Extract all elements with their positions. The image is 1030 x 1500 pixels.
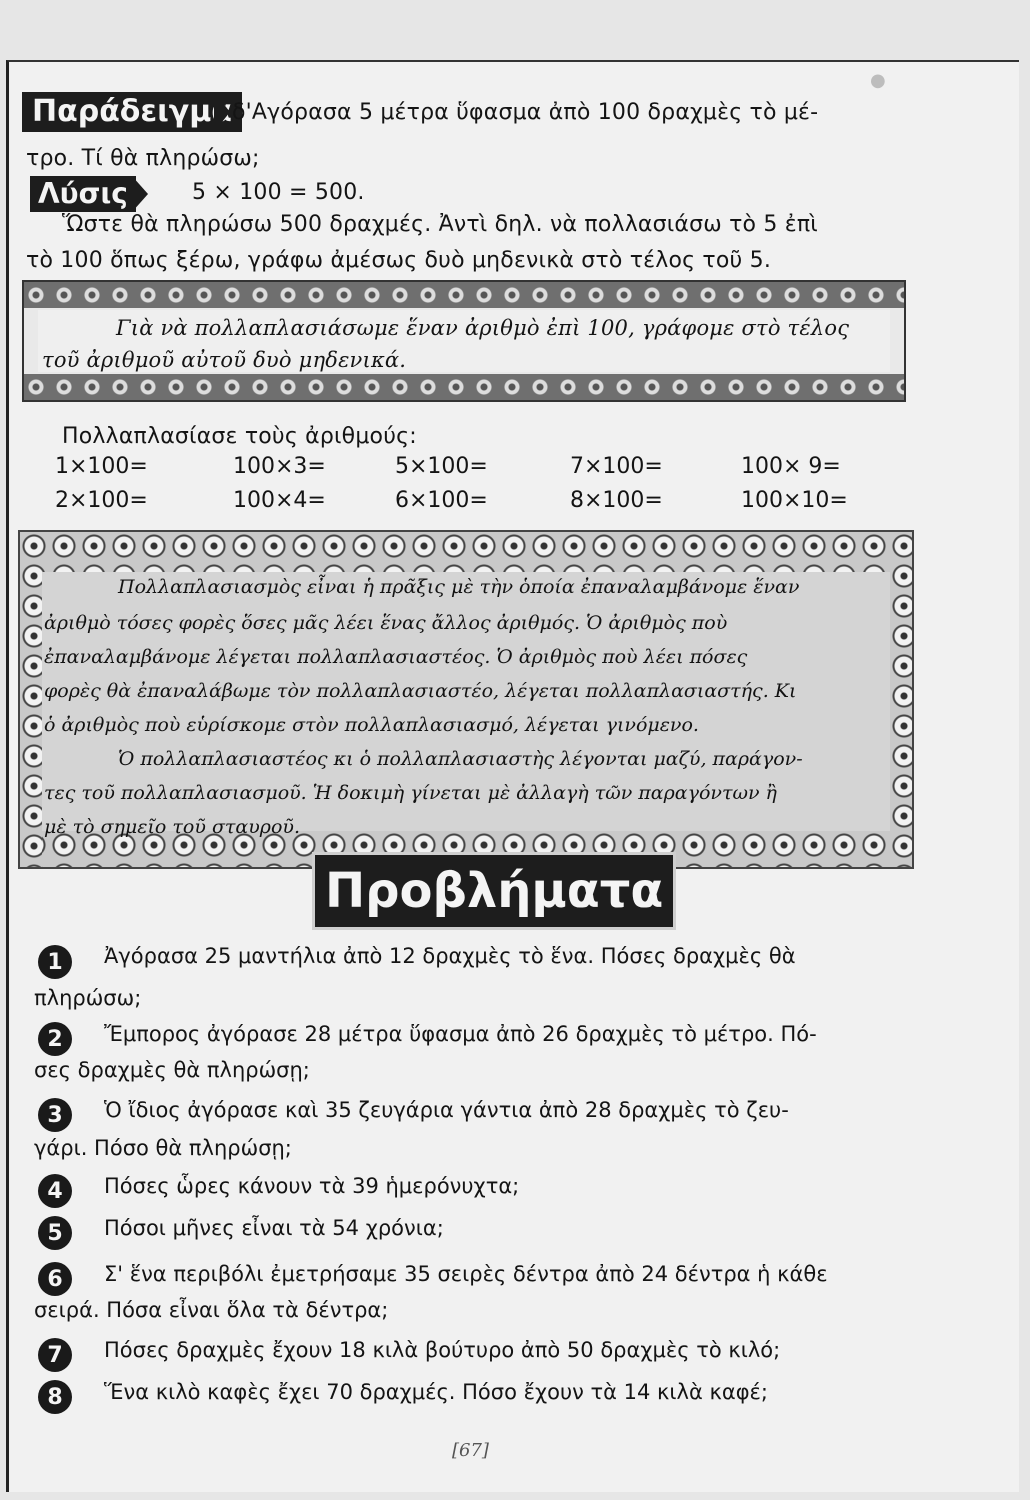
definition-line: ὁ ἀριθμὸς ποὺ εὑρίσκομε στὸν πολλαπλασιασμό, λέγεται γινόμενο.	[44, 714, 699, 736]
example-tag: Παράδειγμα	[22, 92, 242, 132]
exercise-cell: 100×3=	[233, 454, 326, 479]
definition-line: φορὲς θὰ ἐπαναλάβωμε τὸν πολλαπλασιαστέο, λέγεται πολλαπλασιαστής. Κι	[44, 680, 797, 702]
exercise-grid	[55, 454, 875, 516]
problem-text: Ὁ ἴδιος ἀγόρασε καὶ 35 ζευγάρια γάντια ἀπὸ 28 δραχμὲς τὸ ζευ-	[104, 1098, 789, 1122]
definition-line: μὲ τὸ σημεῖο τοῦ σταυροῦ.	[44, 816, 300, 838]
solution-calculation: 5 × 100 = 500.	[192, 180, 365, 205]
solution-tag: Λύσις	[30, 176, 136, 212]
exercise-cell: 1×100=	[55, 454, 148, 479]
problem-text: Πόσες δραχμὲς ἔχουν 18 κιλὰ βούτυρο ἀπὸ 50 δραχμὲς τὸ κιλό;	[104, 1338, 781, 1362]
definition-line: Πολλαπλασιασμὸς εἶναι ἡ πρᾶξις μὲ τὴν ὁποία ἐπαναλαμβάνομε ἕναν	[118, 576, 800, 598]
rule-line-2: τοῦ ἀριθμοῦ αὐτοῦ δυὸ μηδενικά.	[42, 348, 407, 372]
problem-number-badge: 2	[38, 1022, 72, 1056]
exercise-cell: 6×100=	[395, 488, 488, 513]
floral-border-right	[890, 532, 912, 867]
floral-border-bottom	[24, 374, 904, 400]
example-line-2: τρο. Τί θὰ πληρώσω;	[26, 146, 260, 171]
definition-line: ἐπαναλαμβάνομε λέγεται πολλαπλασιαστέος. Ὁ ἀριθμὸς ποὺ λέει πόσες	[44, 646, 748, 668]
problem-number-badge: 4	[38, 1174, 72, 1208]
exercise-cell: 100×10=	[741, 488, 848, 513]
floral-border-left	[20, 532, 42, 867]
problem-text: γάρι. Πόσο θὰ πληρώσῃ;	[34, 1136, 292, 1160]
problem-text: Πόσοι μῆνες εἶναι τὰ 54 χρόνια;	[104, 1216, 444, 1240]
problem-number-badge: 1	[38, 945, 72, 979]
page-number: [67]	[452, 1440, 489, 1461]
problem-text: Σ' ἕνα περιβόλι ἐμετρήσαμε 35 σειρὲς δέντρα ἀπὸ 24 δέντρα ἡ κάθε	[104, 1262, 828, 1286]
problem-number-badge: 6	[38, 1262, 72, 1296]
exercise-cell: 100×4=	[233, 488, 326, 513]
problem-number-badge: 7	[38, 1338, 72, 1372]
solution-line-1: Ὥστε θὰ πληρώσω 500 δραχμές. Ἀντὶ δηλ. νὰ πολλασιάσω τὸ 5 ἐπὶ	[62, 212, 818, 237]
exercise-cell: 100× 9=	[741, 454, 841, 479]
problem-number-badge: 8	[38, 1380, 72, 1414]
exercise-cell: 2×100=	[55, 488, 148, 513]
floral-border-top	[20, 532, 912, 572]
exercise-cell: 7×100=	[570, 454, 663, 479]
definition-line: τες τοῦ πολλαπλασιασμοῦ. Ἡ δοκιμὴ γίνεται μὲ ἀλλαγὴ τῶν παραγόντων ἢ	[44, 782, 777, 804]
problem-text: σειρά. Πόσα εἶναι ὅλα τὰ δέντρα;	[34, 1298, 389, 1322]
rule-line-1: Γιὰ νὰ πολλαπλασιάσωμε ἕναν ἀριθμὸ ἐπὶ 100, γράφομε στὸ τέλος	[116, 316, 850, 340]
example-line-1: δ'Αγόρασα 5 μέτρα ὕφασμα ἀπὸ 100 δραχμὲς τὸ μέ-	[232, 100, 819, 125]
rule-box	[22, 280, 906, 402]
exercise-cell: 5×100=	[395, 454, 488, 479]
exercise-cell: 8×100=	[570, 488, 663, 513]
bleed-through-mark: ●	[870, 70, 886, 91]
example-tag-arrow	[214, 92, 230, 132]
problem-text: Ἔμπορος ἀγόρασε 28 μέτρα ὕφασμα ἀπὸ 26 δραχμὲς τὸ μέτρο. Πό-	[104, 1022, 817, 1046]
problems-heading: Προβλήματα	[312, 852, 676, 930]
definition-box	[18, 530, 914, 869]
problem-text: σες δραχμὲς θὰ πληρώσῃ;	[34, 1058, 310, 1082]
exercise-heading: Πολλαπλασίασε τοὺς ἀριθμούς:	[62, 424, 417, 449]
solution-tag-arrow	[132, 176, 148, 212]
solution-line-2: τὸ 100 ὅπως ξέρω, γράφω ἀμέσως δυὸ μηδενικὰ στὸ τέλος τοῦ 5.	[26, 248, 772, 273]
floral-border-top	[24, 282, 904, 308]
problem-text: Ἀγόρασα 25 μαντήλια ἀπὸ 12 δραχμὲς τὸ ἕνα. Πόσες δραχμὲς θὰ	[104, 944, 796, 968]
problem-number-badge: 3	[38, 1098, 72, 1132]
problem-number-badge: 5	[38, 1216, 72, 1250]
problem-text: Ἕνα κιλὸ καφὲς ἔχει 70 δραχμές. Πόσο ἔχουν τὰ 14 κιλὰ καφέ;	[104, 1380, 768, 1404]
definition-line: Ὁ πολλαπλασιαστέος κι ὁ πολλαπλασιαστὴς λέγονται μαζύ, παράγον-	[118, 748, 803, 770]
problem-text: πληρώσω;	[34, 986, 142, 1010]
definition-line: ἀριθμὸ τόσες φορὲς ὅσες μᾶς λέει ἕνας ἄλλος ἀριθμός. Ὁ ἀριθμὸς ποὺ	[44, 612, 728, 634]
problem-text: Πόσες ὧρες κάνουν τὰ 39 ἡμερόνυχτα;	[104, 1174, 520, 1198]
